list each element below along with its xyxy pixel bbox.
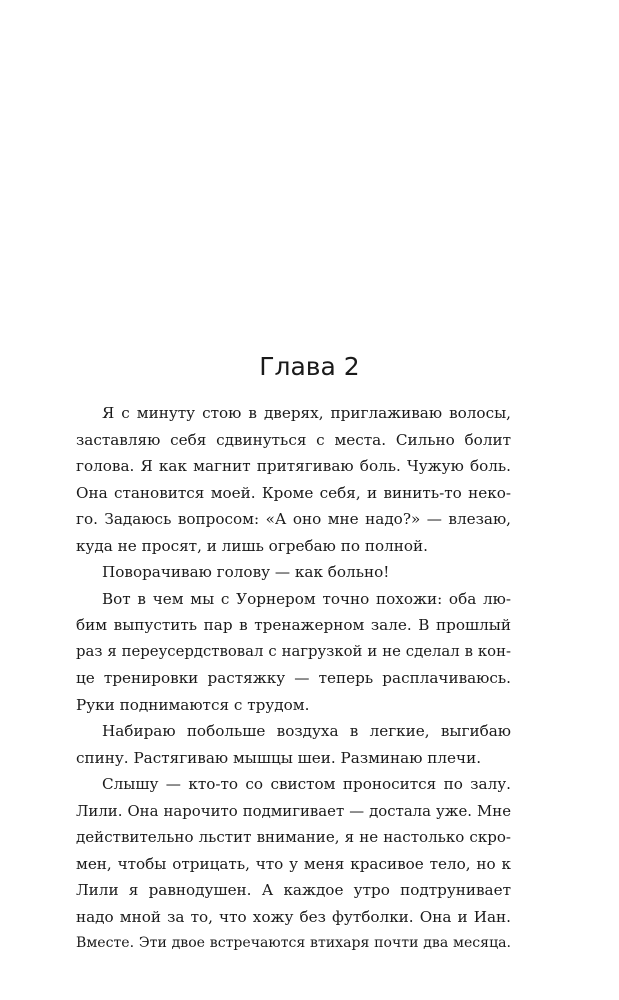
text-line: Поворачиваю голову — как больно! [102, 563, 390, 581]
text-line: действительно льстит внимание, я не настолько скро- [76, 828, 511, 846]
paragraph [76, 559, 511, 586]
text-line: Вместе. Эти двое встречаются втихаря почти два месяца. [76, 935, 511, 951]
paragraph [76, 400, 511, 559]
text-line: це тренировки растяжку — теперь расплачиваюсь. [76, 669, 511, 687]
paragraph [76, 771, 511, 957]
text-line: Она становится моей. Кроме себя, и винить-то неко- [76, 483, 511, 502]
chapter-title: Глава 2 [259, 352, 360, 381]
text-line: Руки поднимаются с трудом. [76, 695, 310, 714]
text-line: куда не просят, и лишь огребаю по полной. [76, 536, 428, 555]
text-line: Я с минуту стою в дверях, приглаживаю волосы, [102, 404, 511, 422]
text-line: надо мной за то, что хожу без футболки. Она и Иан. [76, 907, 511, 926]
text-line: заставляю себя сдвинуться с места. Сильно болит [76, 430, 511, 449]
text-line: Слышу — кто-то со свистом проносится по залу. [102, 775, 511, 793]
chapter-body [76, 400, 511, 957]
paragraph [76, 586, 511, 719]
text-line: бим выпустить пар в тренажерном зале. В прошлый [76, 616, 511, 634]
text-line: Вот в чем мы с Уорнером точно похожи: оба лю- [102, 589, 511, 608]
text-line: Лили я равнодушен. А каждое утро подтрунивает [76, 881, 511, 899]
text-line: голова. Я как магнит притягиваю боль. Чужую боль. [76, 457, 511, 475]
text-line: спину. Растягиваю мышцы шеи. Разминаю плечи. [76, 748, 482, 767]
paragraph [76, 718, 511, 771]
text-line: Набираю побольше воздуха в легкие, выгибаю [102, 722, 511, 740]
text-line: раз я переусердствовал с нагрузкой и не сделал в кон- [76, 642, 511, 660]
text-line: го. Задаюсь вопросом: «А оно мне надо?» — влезаю, [76, 510, 511, 528]
text-line: Лили. Она нарочито подмигивает — достала уже. Мне [76, 801, 511, 820]
text-line: мен, чтобы отрицать, что у меня красивое тело, но к [76, 854, 511, 873]
